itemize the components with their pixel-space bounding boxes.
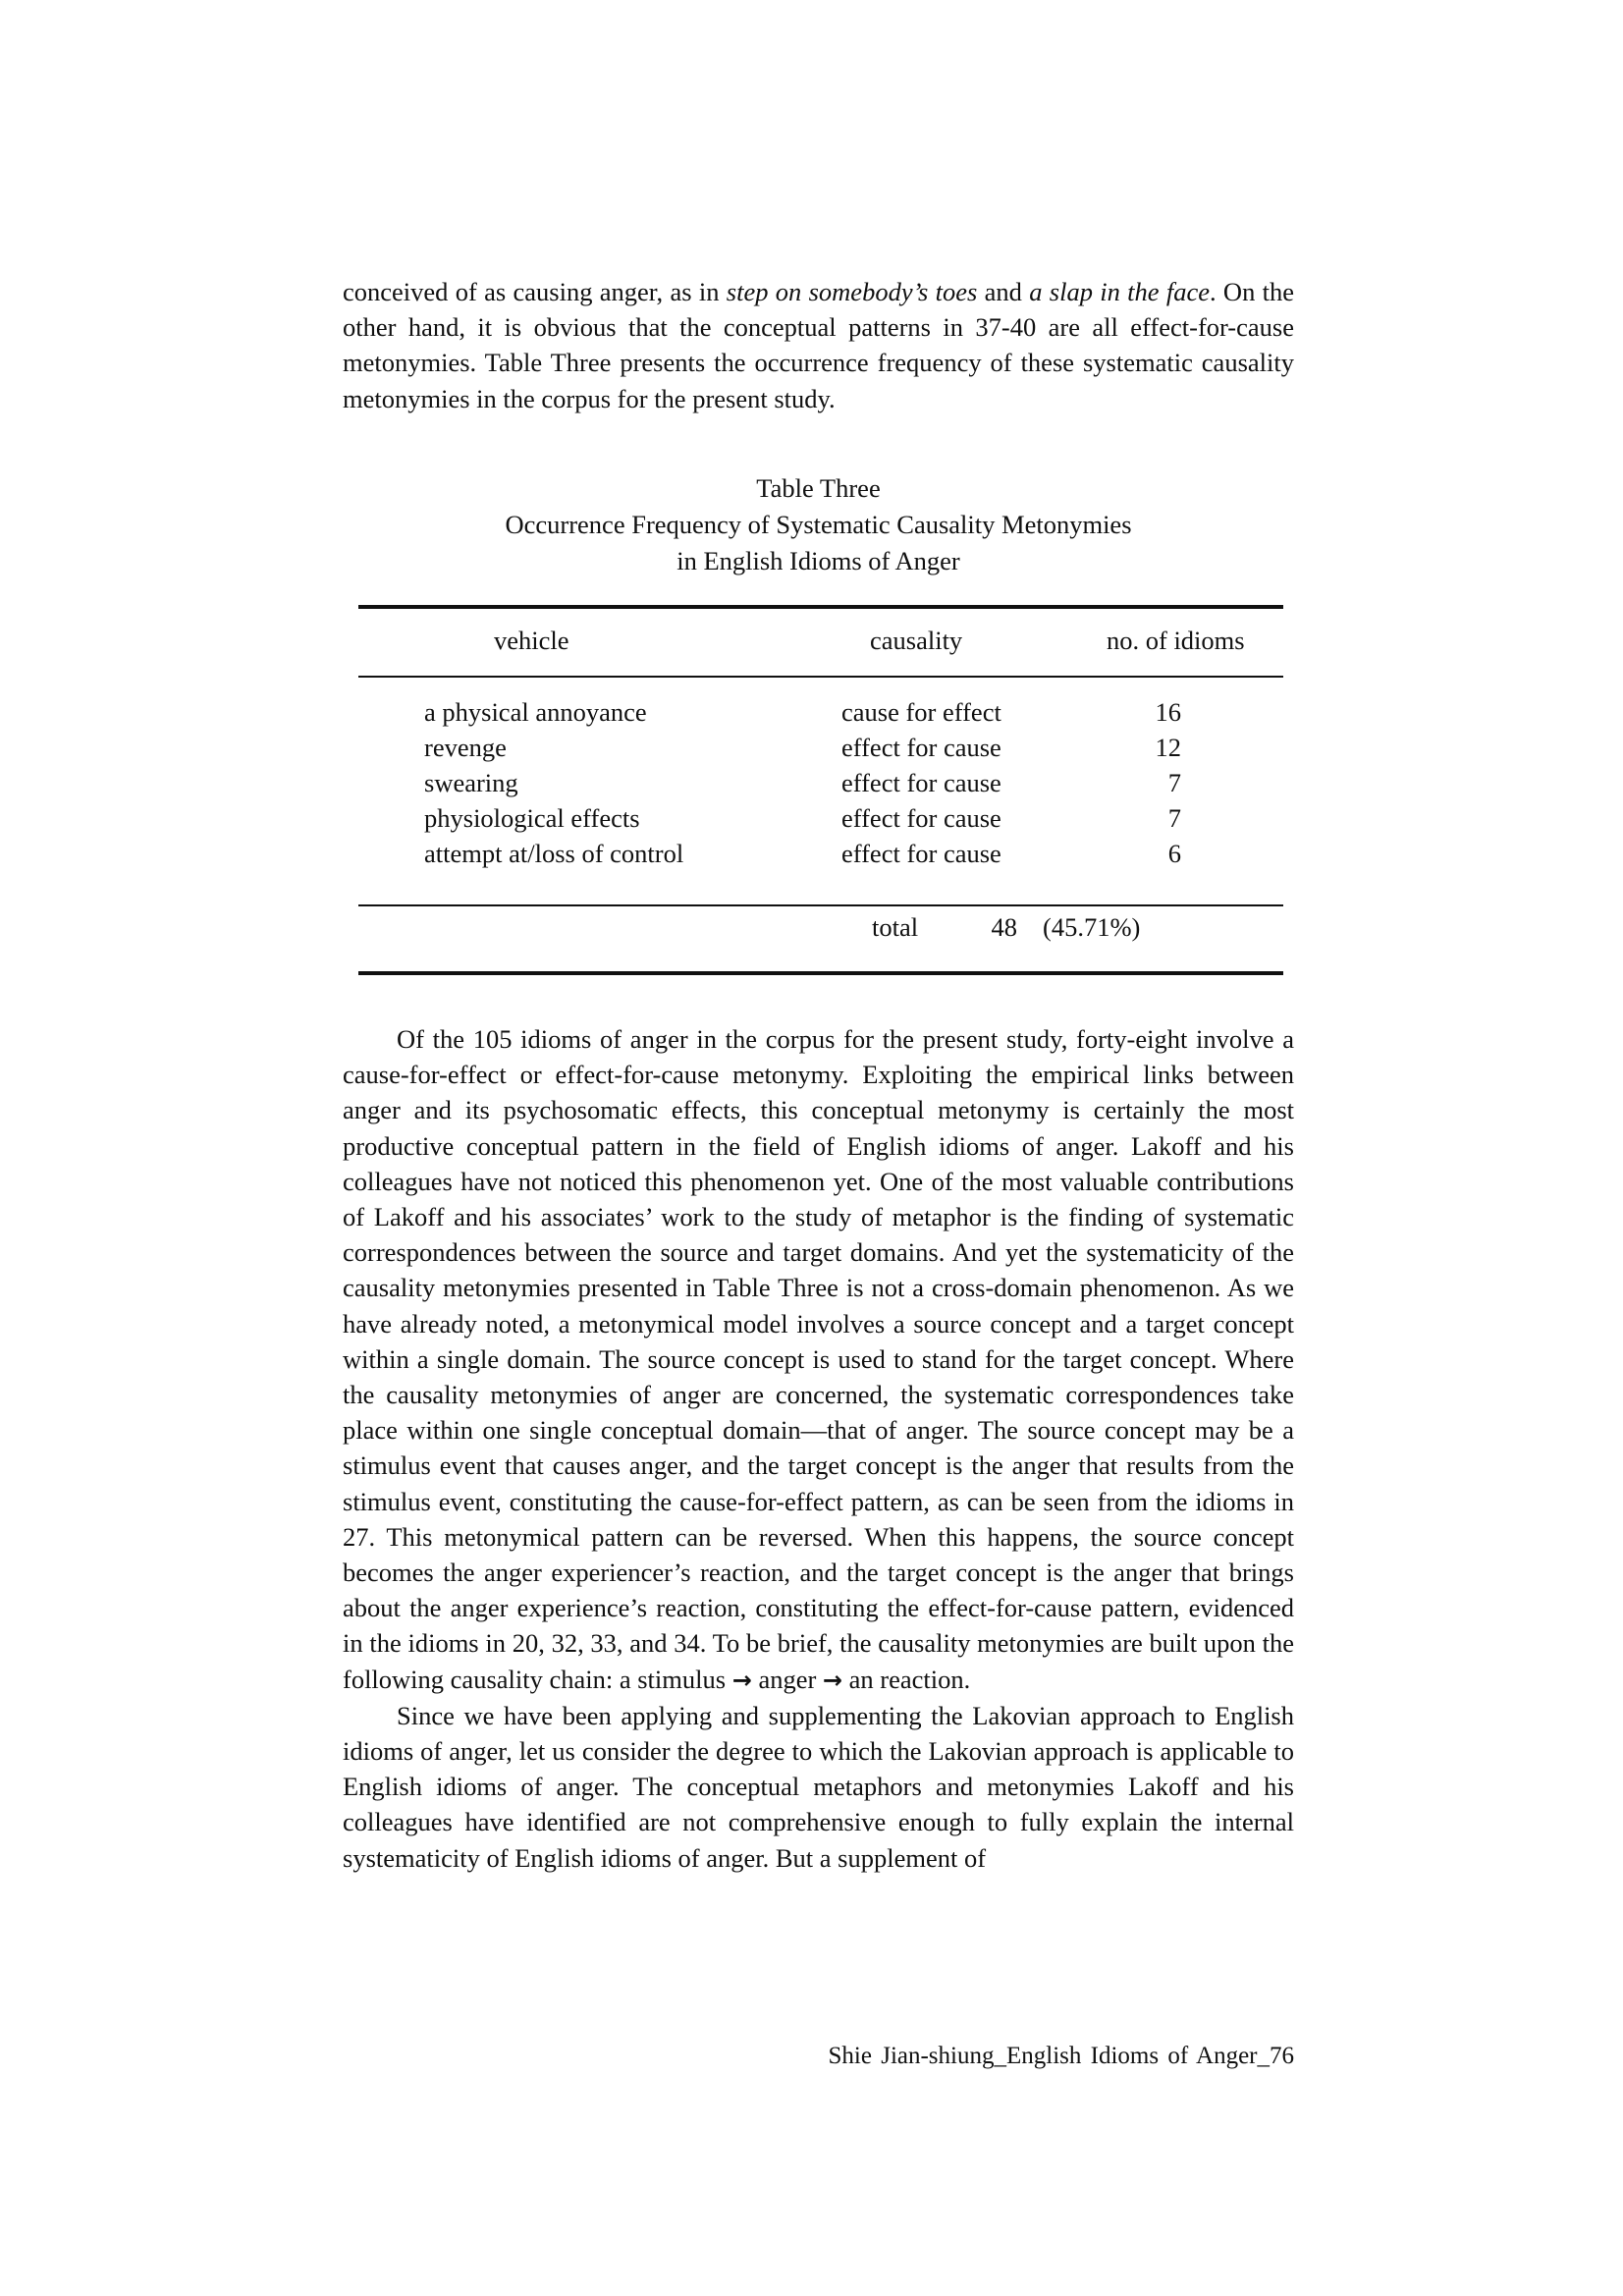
- table-caption-label: Table Three: [756, 473, 881, 503]
- text-run: anger: [758, 1664, 817, 1694]
- table-bottom-rule: [358, 971, 1283, 975]
- total-value: 48: [991, 912, 1017, 942]
- arrow-right-icon: →: [731, 1666, 752, 1694]
- row-count: 12: [1155, 733, 1181, 762]
- row-vehicle: swearing: [424, 768, 518, 797]
- italic-phrase: a slap in the face: [1029, 277, 1210, 306]
- table-caption: [343, 470, 1294, 578]
- row-count: 7: [1167, 803, 1181, 833]
- row-vehicle: a physical annoyance: [424, 697, 647, 727]
- row-causality: cause for effect: [841, 697, 1001, 727]
- text-run: conceived of as causing anger, as in: [343, 277, 727, 306]
- table-caption-subtitle: in English Idioms of Anger: [676, 545, 960, 575]
- row-count: 6: [1167, 839, 1181, 868]
- header-count: no. of idioms: [1107, 626, 1245, 655]
- paragraph-last-text: Since we have been applying and supplementing the Lakovian approach to English idioms of anger, let us consider the degree to which the Lakovian approach is applicable to English idioms of anger. The conceptual metaphors and metonymies Lakoff and his colleagues have identified are not comprehensive enough to fully explain the internal systematicity of English idioms of anger. But a supplement of: [343, 1700, 1294, 1873]
- total-label: total: [872, 912, 919, 942]
- page-footer: Shie Jian-shiung_English Idioms of Anger_76: [828, 2043, 1294, 2069]
- row-causality: effect for cause: [841, 839, 1001, 868]
- header-causality: causality: [870, 626, 963, 655]
- text-run: an reaction.: [848, 1664, 971, 1694]
- paragraph-top: [343, 274, 1294, 416]
- total-percent: (45.71%): [1043, 912, 1141, 942]
- table-top-rule: [358, 605, 1283, 609]
- header-vehicle: vehicle: [494, 626, 569, 655]
- row-causality: effect for cause: [841, 803, 1001, 833]
- row-count: 7: [1167, 768, 1181, 797]
- row-causality: effect for cause: [841, 768, 1001, 797]
- table-header-rule: [358, 676, 1283, 678]
- row-causality: effect for cause: [841, 733, 1001, 762]
- paragraph-top-text: [343, 274, 1294, 416]
- paragraph-main: [343, 1021, 1294, 1876]
- row-count: 16: [1155, 697, 1181, 727]
- row-vehicle: physiological effects: [424, 803, 640, 833]
- row-vehicle: attempt at/loss of control: [424, 839, 684, 868]
- text-run: Of the 105 idioms of anger in the corpus for the present study, forty-eight involve a cause-for-effect or effect-for-cause metonymy. Exploiting the empirical links between anger and its psychosomatic effects, this conceptual metonymy is certainly the most productive conceptual pattern in the field of English idioms of anger. Lakoff and his colleagues have not noticed this phenomenon yet. One of the most valuable contributions of Lakoff and his associates’ work to the study of metaphor is the finding of systematic correspondences between the source and target domains. And yet the systematicity of the causality metonymies presented in Table Three is not a cross-domain phenomenon. As we have already noted, a metonymical model involves a source concept and a target concept within a single domain. The source concept is used to stand for the target concept. Where the causality metonymies of anger are concerned, the systematic correspondences take place within one single conceptual domain—that of anger. The source concept may be a stimulus event that causes anger, and the target concept is the anger that results from the stimulus event, constituting the cause-for-effect pattern, as can be seen from the idioms in 27. This metonymical pattern can be reversed. When this happens, the source concept becomes the anger experiencer’s reaction, and the target concept is the anger that brings about the anger experience’s reaction, constituting the effect-for-cause pattern, evidenced in the idioms in 20, 32, 33, and 34. To be brief, the causality metonymies are built upon the following causality chain: a stimulus: [343, 1024, 1294, 1694]
- row-vehicle: revenge: [424, 733, 507, 762]
- italic-phrase: step on somebody’s toes: [726, 277, 978, 306]
- table-total-rule: [358, 904, 1283, 906]
- arrow-right-icon: →: [822, 1666, 843, 1694]
- table-caption-title: Occurrence Frequency of Systematic Causality Metonymies: [505, 509, 1132, 539]
- text-run: and: [977, 277, 1030, 306]
- paragraph-main-text: [343, 1021, 1294, 1698]
- text-run: . On the other hand, it is obvious that the conceptual patterns in 37-40 are all effect-for-cause metonymies. Table Three presents the occurrence frequency of these systematic causality metonymies in the corpus for the present study.: [343, 277, 1295, 413]
